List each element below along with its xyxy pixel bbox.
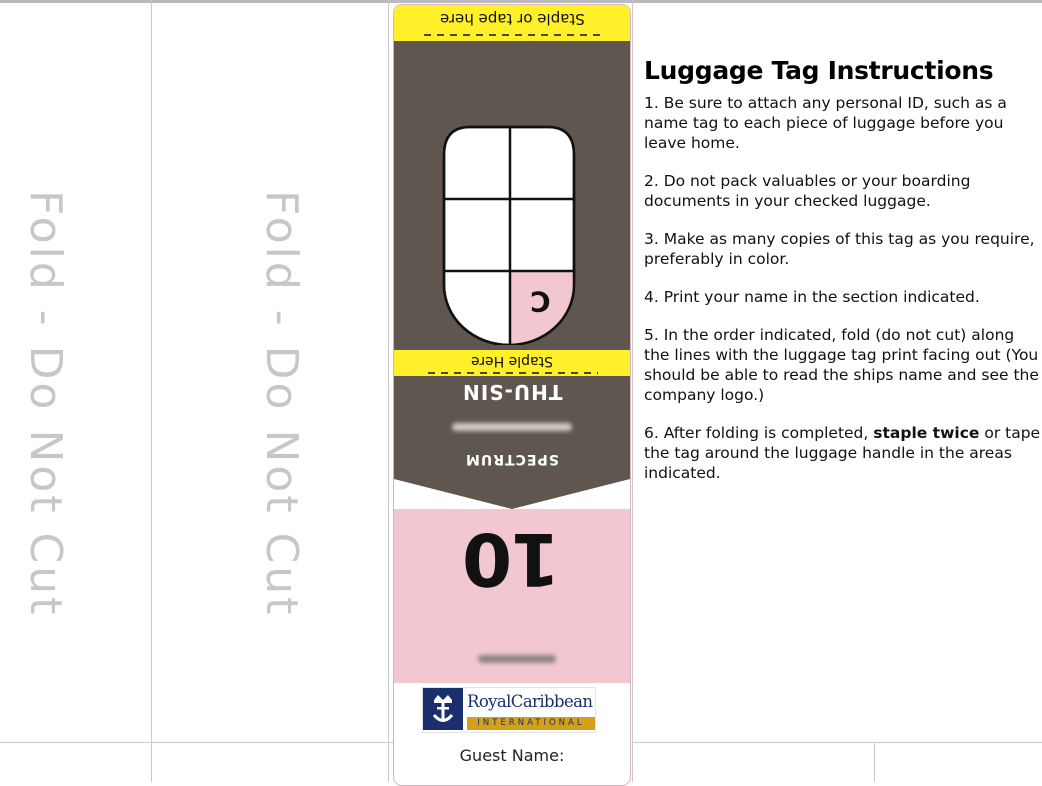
fold-line-4 (874, 742, 875, 782)
fold-line-2 (388, 0, 389, 782)
fold-line-3 (632, 0, 633, 782)
logo-wordmark: RoyalCaribbean (467, 692, 593, 711)
instructions-title: Luggage Tag Instructions (644, 56, 994, 85)
instruction-6: 6. After folding is completed, staple twice or tape the tag around the luggage handle in the areas indicated. (644, 424, 1041, 482)
staple-top-dashes (394, 5, 630, 45)
bottom-line-right (632, 742, 1042, 743)
bottom-line-left (0, 742, 393, 743)
staple-top-label: Staple or tape here (439, 10, 585, 28)
top-border (0, 0, 1042, 3)
fold-line-1 (151, 0, 152, 782)
instruction-5: 5. In the order indicated, fold (do not cut) along the lines with the luggage tag print facing out (You should be able to read the ships name and see the company logo.) (644, 326, 1039, 404)
instructions (644, 56, 1042, 501)
instruction-3: 3. Make as many copies of this tag as you require, preferably in color. (644, 230, 1035, 268)
zone-grid (394, 115, 630, 345)
royal-caribbean-logo (422, 687, 596, 733)
instruction-4: 4. Print your name in the section indicated. (644, 288, 980, 306)
redacted-text (452, 423, 572, 431)
crown-anchor-icon (423, 688, 463, 730)
instruction-2: 2. Do not pack valuables or your boarding documents in your checked luggage. (644, 172, 971, 210)
fold-label-1: Fold - Do Not Cut (20, 190, 71, 618)
logo-subtext: INTERNATIONAL (477, 718, 585, 728)
luggage-tag (393, 4, 631, 786)
tag-chevron (394, 479, 630, 511)
guest-name-label: Guest Name: (459, 746, 565, 765)
zone-letter: C (529, 285, 551, 318)
staple-mid-label: Staple Here (471, 353, 553, 369)
staple-twice-emphasis: staple twice (873, 424, 980, 442)
deck-number: 10 (463, 517, 561, 601)
ship-name: SPECTRUM (465, 451, 559, 467)
instruction-1: 1. Be sure to attach any personal ID, such as a name tag to each piece of luggage before you leave home. (644, 94, 1007, 152)
fold-label-2: Fold - Do Not Cut (256, 190, 307, 618)
redacted-text-2 (478, 655, 556, 663)
route-code: THU-SIN (461, 380, 563, 404)
